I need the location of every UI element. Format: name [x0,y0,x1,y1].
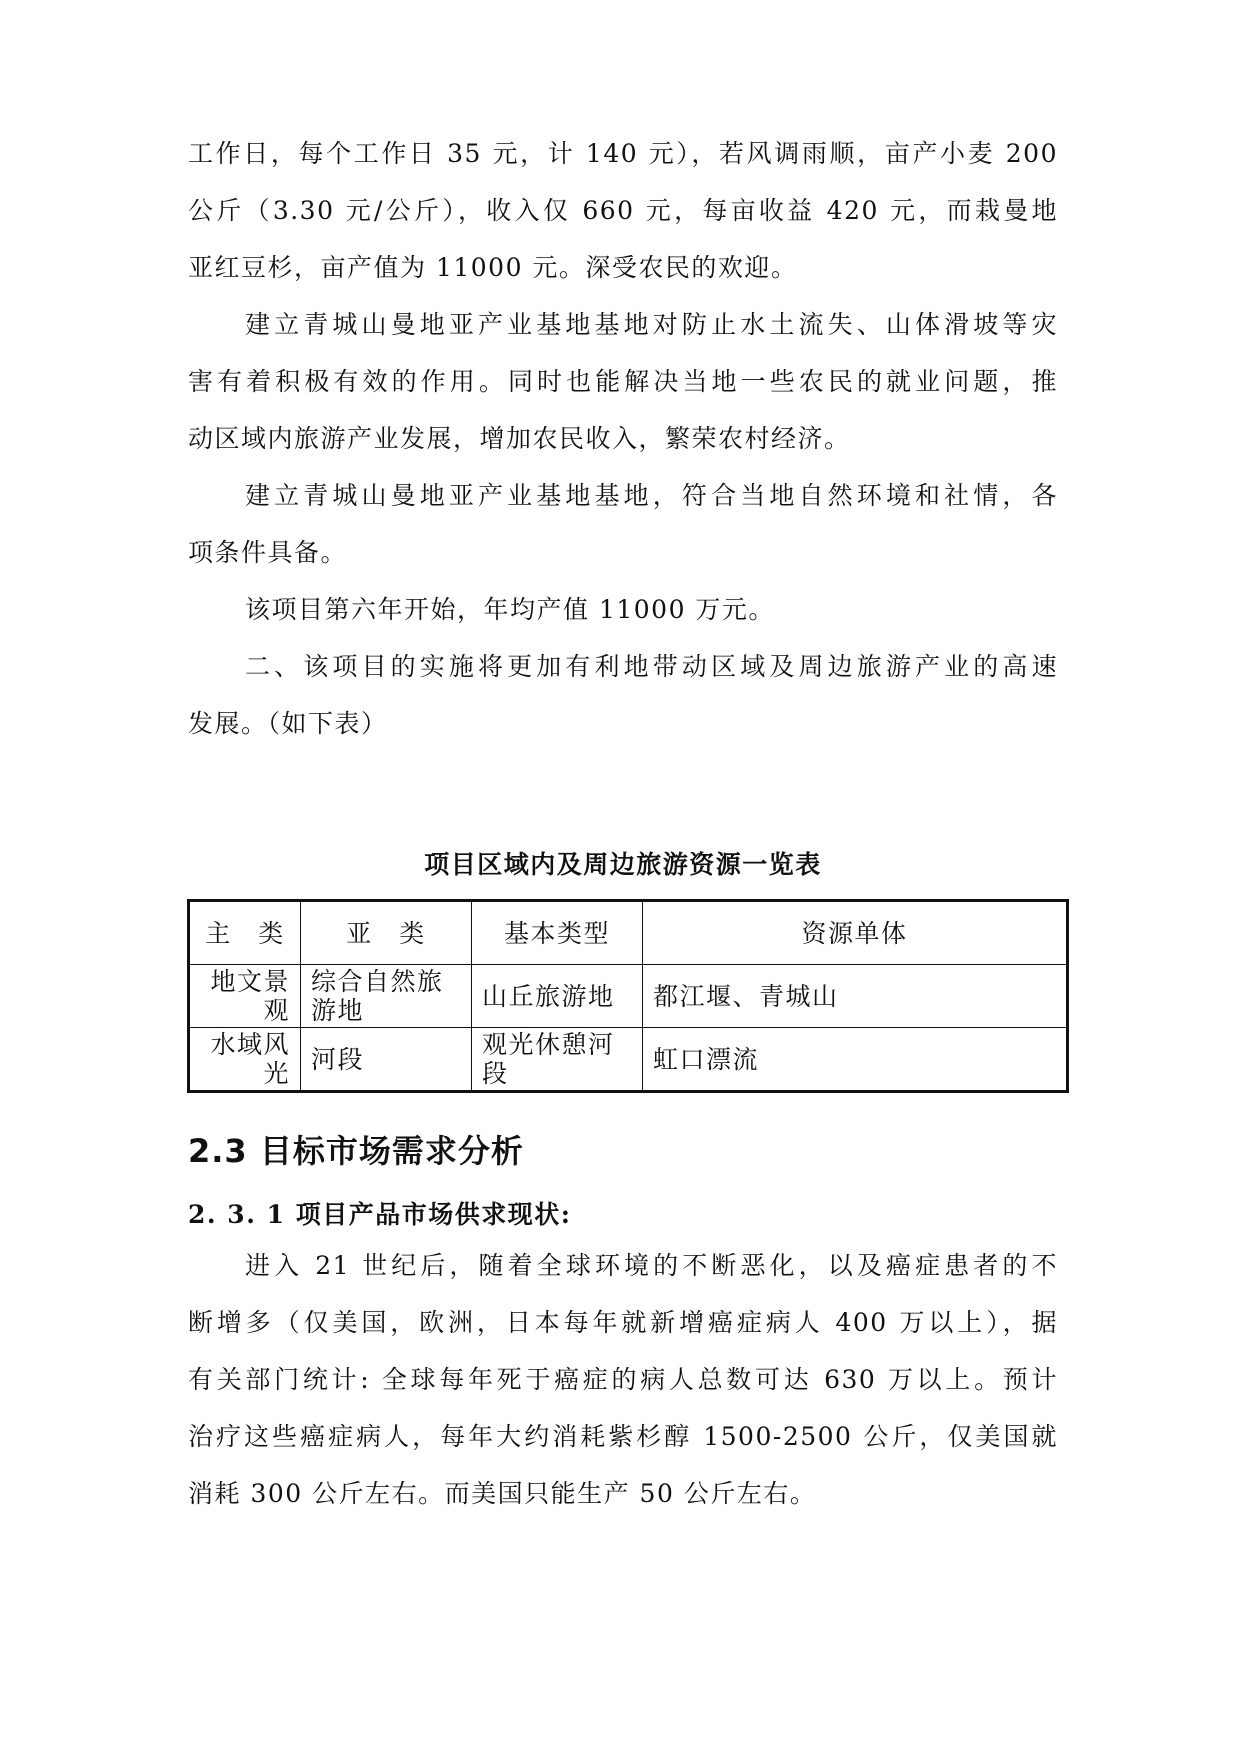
paragraph-line: 治疗这些癌症病人，每年大约消耗紫杉醇 1500-2500 公斤，仅美国就 [188,1422,1058,1451]
table-cell: 地文景观 [189,965,301,1028]
table-row [189,965,1068,1028]
paragraph-line: 亚红豆杉，亩产值为 11000 元。深受农民的欢迎。 [188,253,798,282]
table-cell: 河段 [301,1028,472,1092]
paragraph-line: 公斤（3.30 元/公斤），收入仅 660 元，每亩收益 420 元，而栽曼地 [188,196,1058,225]
paragraph-line: 发展。（如下表） [188,709,388,738]
table-caption: 项目区域内及周边旅游资源一览表 [424,850,822,879]
table-cell: 虹口漂流 [643,1028,1068,1092]
paragraph-line: 建立青城山曼地亚产业基地基地，符合当地自然环境和社情，各 [245,481,1058,510]
paragraph-line: 项条件具备。 [188,538,348,567]
header-cell: 亚 类 [301,901,472,965]
paragraph-line: 建立青城山曼地亚产业基地基地对防止水土流失、山体滑坡等灾 [245,310,1058,339]
paragraph-line: 二、该项目的实施将更加有利地带动区域及周边旅游产业的高速 [245,652,1058,681]
paragraph-line: 工作日，每个工作日 35 元，计 140 元），若风调雨顺，亩产小麦 200 [188,139,1058,168]
subsection-heading: 2. 3. 1 项目产品市场供求现状: [188,1200,572,1229]
paragraph-line: 害有着积极有效的作用。同时也能解决当地一些农民的就业问题，推 [188,367,1058,396]
paragraph-line: 有关部门统计: 全球每年死于癌症的病人总数可达 630 万以上。预计 [188,1365,1058,1394]
paragraph-line: 进入 21 世纪后，随着全球环境的不断恶化，以及癌症患者的不 [245,1251,1058,1280]
paragraph-line: 该项目第六年开始，年均产值 11000 万元。 [245,595,775,624]
paragraph-line: 消耗 300 公斤左右。而美国只能生产 50 公斤左右。 [188,1479,817,1508]
table-cell: 都江堰、青城山 [643,965,1068,1028]
tourism-resources-table [187,899,1069,1093]
table-header-row [189,901,1068,965]
paragraph-line: 断增多（仅美国，欧洲，日本每年就新增癌症病人 400 万以上），据 [188,1308,1058,1337]
header-cell: 资源单体 [643,901,1068,965]
table-cell: 观光休憩河段 [472,1028,643,1092]
table-row [189,1028,1068,1092]
paragraph-line: 动区域内旅游产业发展，增加农民收入，繁荣农村经济。 [188,424,851,453]
table-cell: 综合自然旅游地 [301,965,472,1028]
header-cell: 基本类型 [472,901,643,965]
section-heading: 2.3 目标市场需求分析 [188,1132,524,1170]
table-cell: 水域风光 [189,1028,301,1092]
table-cell: 山丘旅游地 [472,965,643,1028]
header-cell: 主 类 [189,901,301,965]
